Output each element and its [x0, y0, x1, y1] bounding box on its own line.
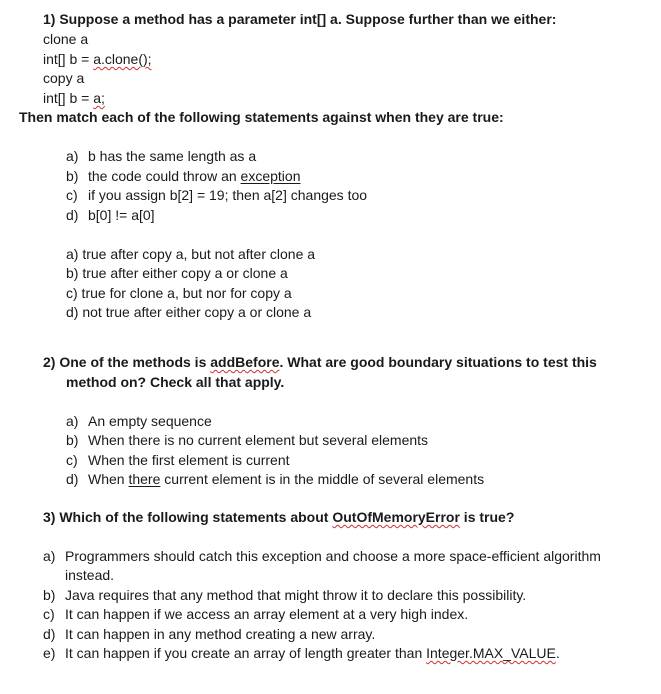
q1-code-line-2 [43, 50, 152, 68]
q1-statement-label: d) [66, 207, 79, 223]
q1-statement-c [66, 186, 367, 204]
q3-choice-d [43, 625, 375, 643]
q1-code-decl: int[] b = [43, 51, 94, 67]
q3-choice-constant: Integer.MAX_VALUE [426, 645, 556, 661]
q2-choice-c [66, 451, 290, 469]
q1-statement-text: b has the same length as a [88, 148, 257, 164]
q1-instruction: Then match each of the following statements against when they are true: [19, 109, 504, 125]
q1-option-c: c) true for clone a, but nor for copy a [66, 285, 292, 301]
q3-choice-text: It can happen if we access an array element at a very high index. [65, 606, 469, 622]
q2-heading-line-1 [43, 353, 597, 371]
q2-choice-post: current element is in the middle of several elements [160, 471, 485, 487]
q1-code-decl-2: int[] b = [43, 90, 94, 106]
q3-choice-text: Java requires that any method that might throw it to declare this possibility. [65, 587, 527, 603]
q1-code-line-4 [43, 89, 105, 107]
q2-choice-b [66, 431, 428, 449]
q3-choice-a-cont [43, 566, 114, 584]
q3-choice-text: Programmers should catch this exception and choose a more space-efficient algorithm [65, 548, 601, 564]
q1-statement-label: a) [66, 148, 79, 164]
q3-heading-error: OutOfMemoryError [332, 509, 460, 525]
q1-statement-text: if you assign b[2] = 19; then a[2] changes too [88, 187, 368, 203]
q3-choice-label: a) [43, 548, 56, 564]
q3-choice-text: It can happen in any method creating a new array. [65, 626, 376, 642]
q2-choice-d [66, 470, 484, 488]
q1-code-clone-call: a.clone(); [93, 51, 152, 67]
q2-choice-label: c) [66, 452, 78, 468]
q3-choice-label: e) [43, 645, 56, 661]
q1-option-a: a) true after copy a, but not after clone a [66, 246, 316, 262]
q3-choice-label: b) [43, 587, 56, 603]
q3-choice-label: c) [43, 606, 55, 622]
q1-option-d: d) not true after either copy a or clone a [66, 304, 312, 320]
q3-choice-a [43, 547, 601, 565]
q1-statement-text: the code could throw an [88, 168, 241, 184]
q2-choice-text: An empty sequence [88, 413, 212, 429]
q2-choice-label: a) [66, 413, 79, 429]
q3-choice-label: d) [43, 626, 56, 642]
q2-heading-method: addBefore [210, 354, 280, 370]
q3-choice-pre: It can happen if you create an array of length greater than [65, 645, 427, 661]
q1-statement-label: c) [66, 187, 78, 203]
q2-heading-pre: 2) One of the methods is [43, 354, 211, 370]
q1-statement-a [66, 147, 256, 165]
q1-code-line-1: clone a [43, 31, 89, 47]
q1-heading: 1) Suppose a method has a parameter int[] a. Suppose further than we either: [43, 11, 557, 27]
q1-statement-label: b) [66, 168, 79, 184]
q3-choice-text: instead. [65, 567, 115, 583]
q2-choice-pre: When [88, 471, 129, 487]
q3-heading [43, 508, 514, 526]
q3-choice-post: . [555, 645, 560, 661]
q2-choice-a [66, 412, 212, 430]
q1-statement-underlined: exception [240, 168, 301, 184]
q2-choice-text: When there is no current element but several elements [88, 432, 429, 448]
q2-choice-label: d) [66, 471, 79, 487]
q2-choice-underlined: there [128, 471, 161, 487]
q3-choice-b [43, 586, 526, 604]
q1-option-b: b) true after either copy a or clone a [66, 265, 288, 281]
q1-code-assign: a; [93, 90, 105, 106]
q1-code-line-3: copy a [43, 70, 85, 86]
q2-choice-label: b) [66, 432, 79, 448]
q2-heading-post: . What are good boundary situations to test this [279, 354, 597, 370]
q3-heading-post: is true? [459, 509, 515, 525]
q1-statement-b [66, 167, 300, 185]
q1-statement-d [66, 206, 155, 224]
q3-choice-c [43, 605, 468, 623]
q2-heading-line-2: method on? Check all that apply. [66, 374, 285, 390]
q1-statement-text: b[0] != a[0] [88, 207, 155, 223]
q3-heading-pre: 3) Which of the following statements about [43, 509, 333, 525]
q3-choice-e [43, 644, 560, 662]
q2-choice-text: When the first element is current [88, 452, 290, 468]
